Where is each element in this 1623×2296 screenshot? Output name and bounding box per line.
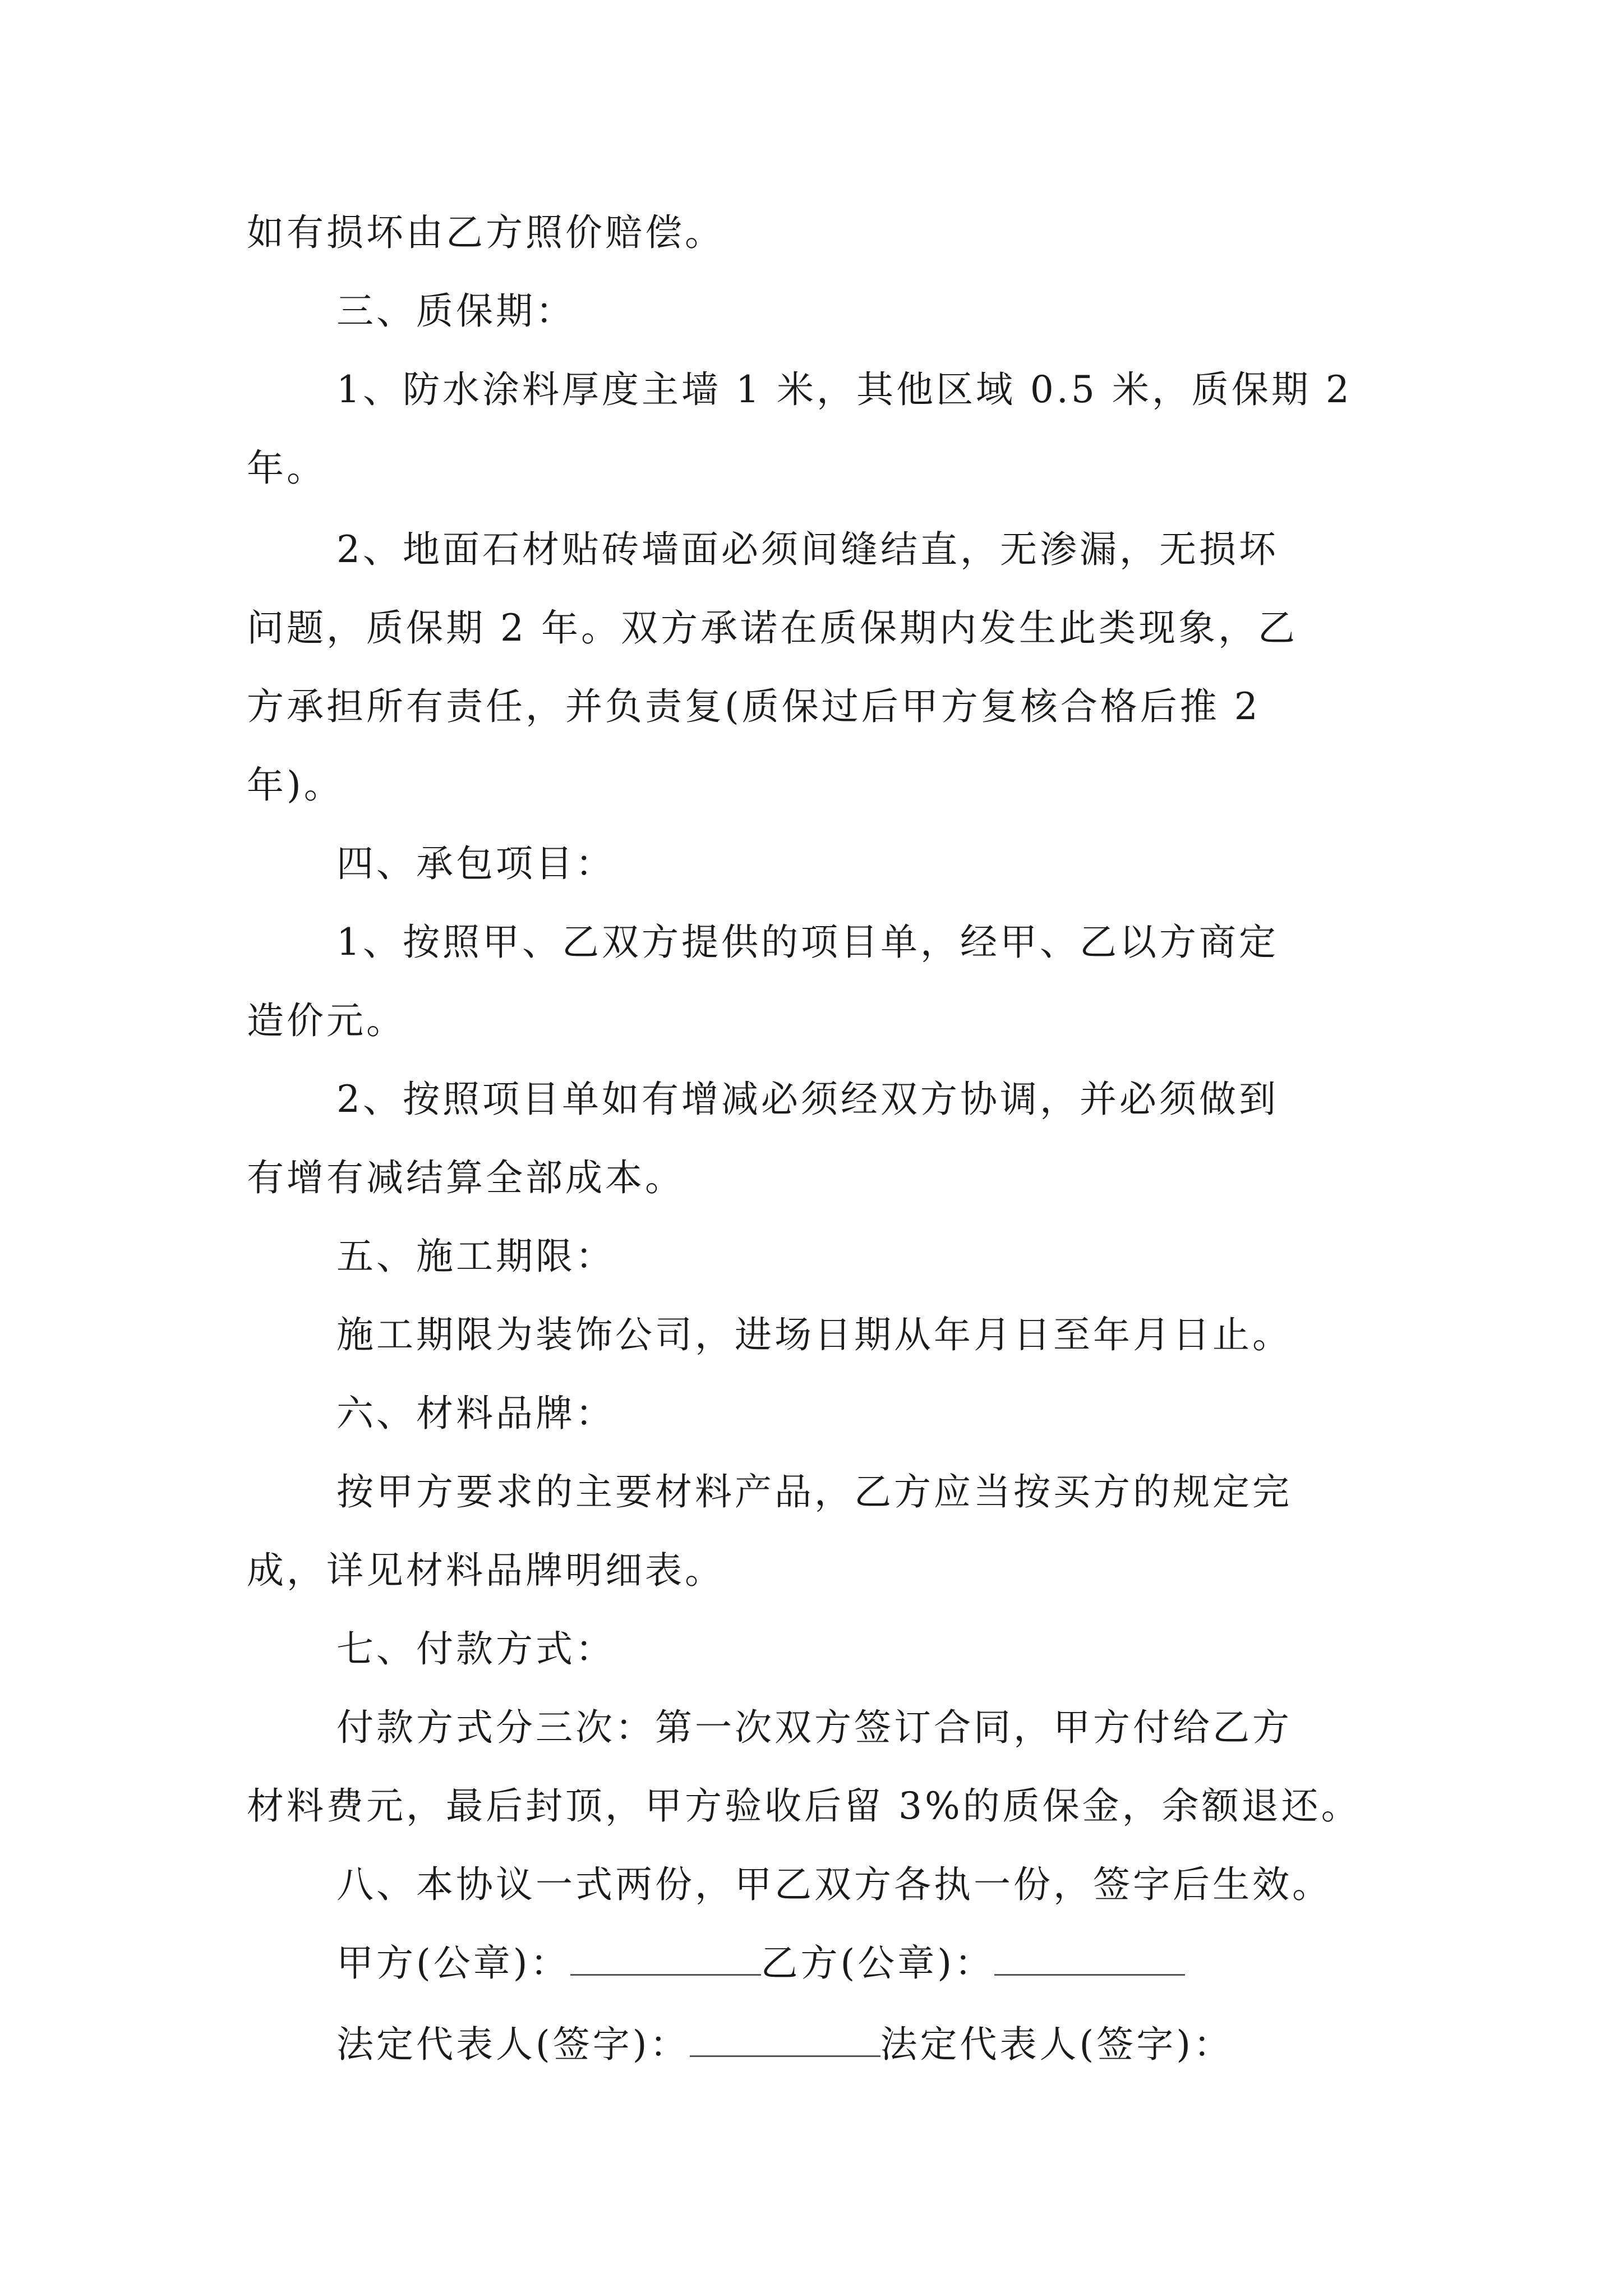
- party-b-seal-label: 乙方(公章)：: [760, 1941, 994, 1985]
- text-line-8: 年)。: [247, 763, 344, 807]
- text-line-11: 造价元。: [247, 999, 406, 1042]
- text-line-17: 按甲方要求的主要材料产品，乙方应当按买方的规定完: [336, 1470, 1292, 1513]
- text-line-4: 年。: [247, 447, 326, 490]
- text-line-5: 2、地面石材贴砖墙面必须间缝结直，无渗漏，无损坏: [336, 528, 1279, 571]
- party-a-representative-blank: [690, 2023, 880, 2057]
- party-a-representative-label: 法定代表人(签字)：: [336, 2023, 690, 2066]
- party-b-seal-blank: [994, 1941, 1185, 1976]
- signature-row-representative: [336, 2019, 1233, 2070]
- section-heading-payment: 七、付款方式：: [336, 1627, 615, 1671]
- text-line-15: 施工期限为装饰公司，进场日期从年月日至年月日止。: [336, 1313, 1292, 1356]
- text-line-18: 成，详见材料品牌明细表。: [247, 1549, 725, 1592]
- section-heading-warranty: 三、质保期：: [336, 289, 575, 333]
- section-heading-material-brand: 六、材料品牌：: [336, 1392, 615, 1435]
- signature-row-seal: [336, 1938, 1185, 1989]
- party-a-seal-label: 甲方(公章)：: [336, 1941, 570, 1985]
- section-heading-construction-period: 五、施工期限：: [336, 1235, 615, 1278]
- text-line-13: 有增有减结算全部成本。: [247, 1156, 685, 1199]
- text-line-3: 1、防水涂料厚度主墙 1 米，其他区域 0.5 米，质保期 2: [336, 368, 1352, 411]
- text-line-21: 材料费元，最后封顶，甲方验收后留 3%的质保金，余额退还。: [247, 1784, 1361, 1828]
- text-line-1: 如有损坏由乙方照价赔偿。: [247, 211, 725, 254]
- text-line-7: 方承担所有责任，并负责复(质保过后甲方复核合格后推 2: [247, 685, 1261, 728]
- party-a-seal-blank: [570, 1941, 761, 1976]
- party-b-representative-label: 法定代表人(签字)：: [880, 2023, 1233, 2066]
- text-line-12: 2、按照项目单如有增减必须经双方协调，并必须做到: [336, 1078, 1279, 1121]
- text-line-22: 八、本协议一式两份，甲乙双方各执一份，签字后生效。: [336, 1863, 1332, 1906]
- text-line-10: 1、按照甲、乙双方提供的项目单，经甲、乙以方商定: [336, 921, 1279, 964]
- section-heading-contract-items: 四、承包项目：: [336, 842, 615, 885]
- text-line-6: 问题，质保期 2 年。双方承诺在质保期内发生此类现象，乙: [247, 606, 1298, 650]
- text-line-20: 付款方式分三次：第一次双方签订合同，甲方付给乙方: [336, 1706, 1292, 1749]
